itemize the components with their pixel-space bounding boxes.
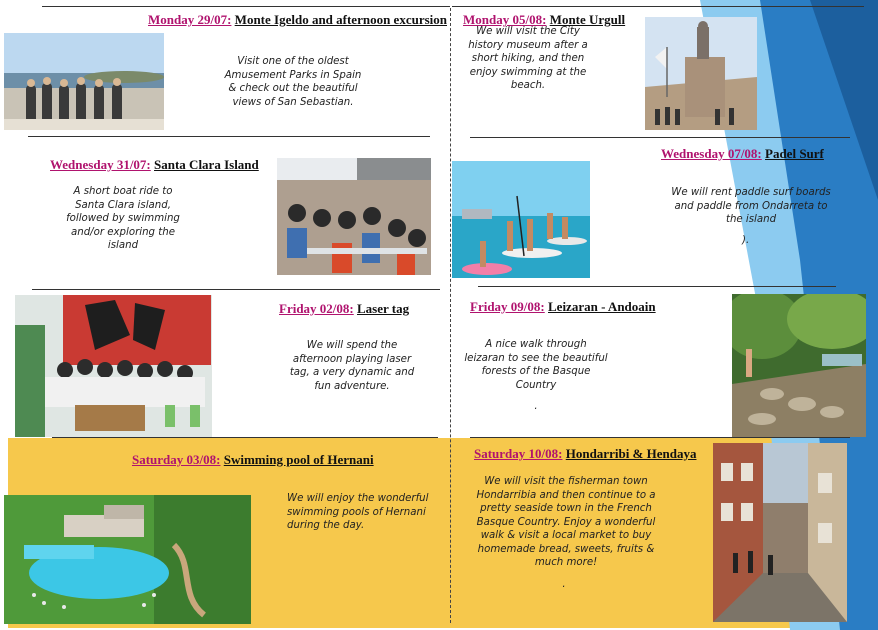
rule-2-left bbox=[32, 289, 440, 290]
activity-date: Wednesday 31/07: bbox=[50, 157, 151, 172]
activity-description: We will enjoy the wonderful swimming pools of Hernani during the day. bbox=[287, 493, 429, 531]
monument-statue-photo bbox=[645, 17, 757, 130]
rule-1-left bbox=[28, 136, 430, 137]
activity-date: Saturday 03/08: bbox=[132, 452, 221, 467]
activity-description: Visit one of the oldest Amusement Parks in Spain & check out the beautiful views of San Sebastian. bbox=[224, 56, 362, 108]
activity-description-extra: . bbox=[562, 579, 566, 590]
rule-3-right bbox=[470, 437, 850, 438]
activity-description: A nice walk through leizaran to see the beautiful forests of the Basque Country bbox=[464, 339, 608, 391]
activity-description: We will spend the afternoon playing laser tag, a very dynamic and fun adventure. bbox=[289, 340, 415, 392]
group-on-terrace-overlooking-bay-photo bbox=[4, 33, 164, 130]
activity-name: Leizaran - Andoain bbox=[548, 299, 656, 314]
rule-2-right bbox=[478, 286, 836, 287]
activity-name: Hondarribi & Hendaya bbox=[565, 446, 697, 461]
paddle-boarders-photo bbox=[452, 161, 590, 278]
swimming-pool-aerial-photo bbox=[4, 495, 251, 624]
top-rule-left bbox=[42, 6, 450, 7]
activity-description: We will visit the fisherman town Hondarribia and then continue to a pretty seaside town in the French Basque Country. Enjoy a wonderful walk & visit a local market to buy homemade bread, sweets, fruits & much more! bbox=[476, 476, 656, 568]
forest-river-photo bbox=[732, 294, 866, 437]
activity-title bbox=[148, 12, 447, 28]
activity-name: Monte Urgull bbox=[549, 12, 626, 27]
activity-name: Laser tag bbox=[357, 301, 410, 316]
activity-date: Monday 05/08: bbox=[463, 12, 547, 27]
activity-description: A short boat ride to Santa Clara island, followed by swimming and/or exploring the island bbox=[66, 186, 180, 251]
activity-title bbox=[470, 299, 656, 315]
top-rule-right bbox=[452, 6, 864, 7]
activity-name: Padel Surf bbox=[765, 146, 824, 161]
activity-date: Monday 29/07: bbox=[148, 12, 232, 27]
activity-description-extra: ). bbox=[742, 235, 750, 246]
center-divider bbox=[450, 8, 451, 623]
rule-3-left bbox=[52, 437, 438, 438]
activity-date: Wednesday 07/08: bbox=[661, 146, 762, 161]
activity-name: Monte Igeldo and afternoon excursion bbox=[234, 12, 448, 27]
activity-date: Friday 09/08: bbox=[470, 299, 545, 314]
activity-title bbox=[279, 301, 409, 317]
activity-description: We will rent paddle surf boards and paddle from Ondarreta to the island bbox=[671, 187, 831, 225]
activity-title bbox=[50, 157, 259, 173]
activity-name: Swimming pool of Hernani bbox=[223, 452, 374, 467]
laser-tag-group-photo bbox=[15, 295, 212, 437]
activity-title bbox=[132, 452, 374, 468]
activity-date: Friday 02/08: bbox=[279, 301, 354, 316]
activity-title bbox=[661, 146, 824, 162]
rule-1-right bbox=[470, 137, 850, 138]
activity-name: Santa Clara Island bbox=[154, 157, 259, 172]
activity-description: We will visit the City history museum after a short hiking, and then enjoy swimming at the beach. bbox=[468, 26, 588, 91]
boat-passengers-photo bbox=[277, 158, 431, 275]
activity-description-extra: . bbox=[534, 401, 538, 412]
activity-date: Saturday 10/08: bbox=[474, 446, 563, 461]
activity-title bbox=[474, 446, 696, 462]
old-town-street-photo bbox=[713, 443, 847, 622]
